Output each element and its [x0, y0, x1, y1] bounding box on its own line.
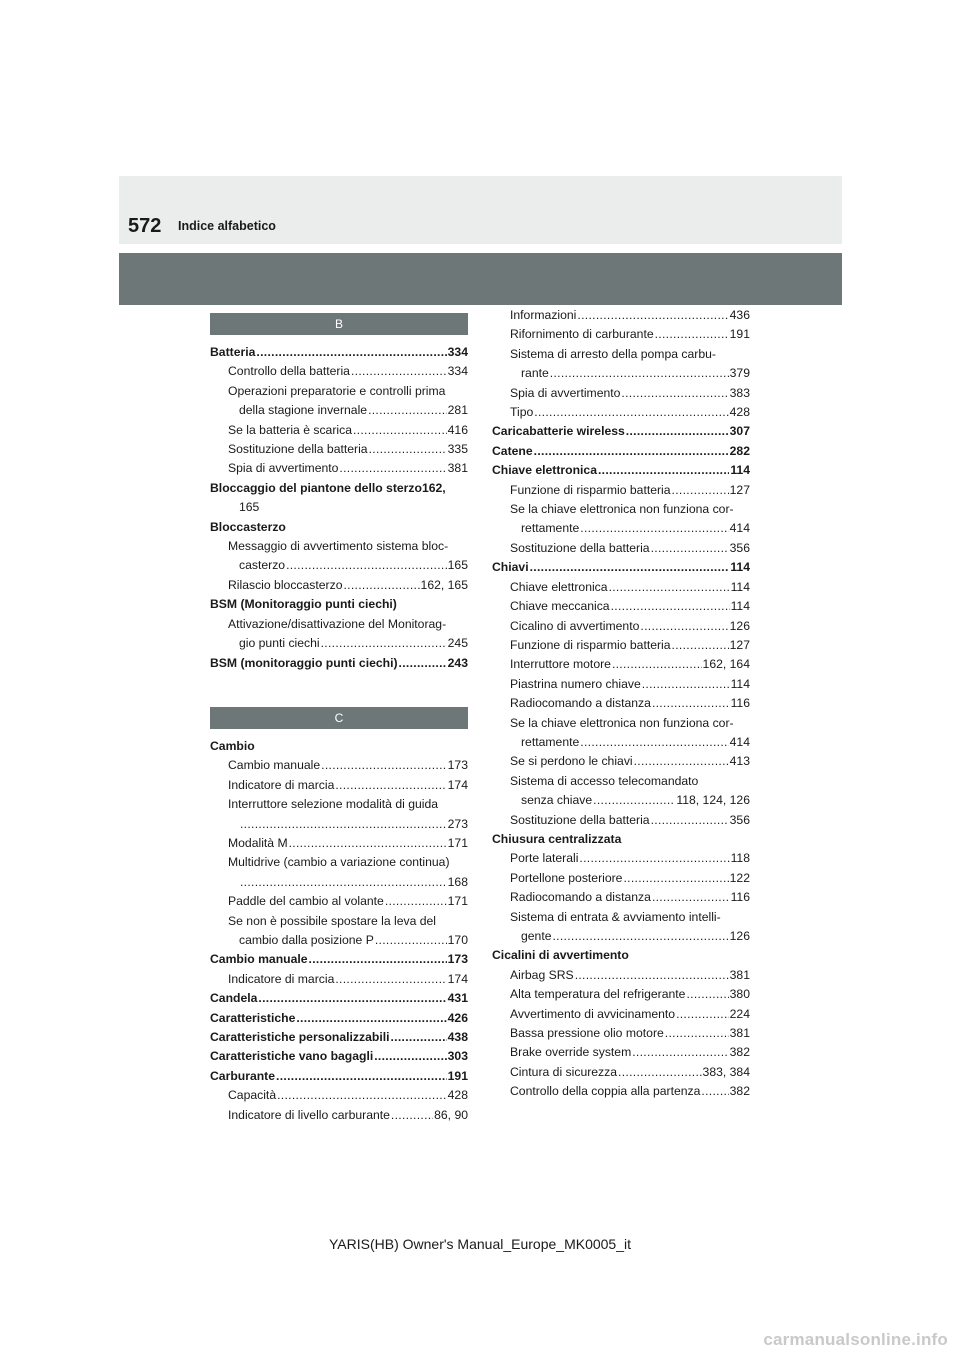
page-reference: 165: [447, 558, 468, 573]
index-subentry: [492, 811, 750, 830]
dot-leader: [651, 539, 729, 558]
index-subentry: [210, 537, 468, 556]
entry-label: Cicalino di avvertimento: [510, 618, 640, 633]
index-subentry: [492, 908, 750, 927]
entry-label: Bloccasterzo: [210, 519, 286, 534]
page-reference: 118, 124, 126: [676, 793, 750, 808]
entry-label: Sostituzione della batteria: [510, 540, 650, 555]
entry-label: Carburante: [210, 1068, 276, 1083]
entry-label: Radiocomando a distanza: [510, 696, 651, 711]
index-subentry: [210, 892, 468, 911]
page-reference: 127: [729, 637, 750, 652]
dot-leader: [652, 694, 730, 713]
index-subentry: [492, 1024, 750, 1043]
index-subentry: [210, 634, 468, 653]
dot-leader: [321, 756, 447, 775]
entry-label: Batteria: [210, 345, 256, 359]
page-reference: 356: [729, 540, 750, 555]
page-reference: 114: [730, 560, 750, 575]
dot-leader: [665, 1024, 729, 1043]
dot-leader: [642, 675, 730, 694]
index-subentry: [210, 756, 468, 775]
index-subentry: [210, 615, 468, 634]
entry-label: Porte laterali: [510, 851, 579, 866]
entry-label: Chiavi: [492, 560, 529, 575]
entry-label: Chiave meccanica: [510, 599, 610, 614]
entry-label: Portellone posteriore: [510, 870, 623, 885]
page-number: 572: [128, 215, 162, 237]
dot-leader: [686, 985, 728, 1004]
dot-leader: [258, 989, 446, 1008]
entry-label: Capacità: [228, 1088, 277, 1103]
entry-label: gente: [521, 929, 552, 943]
index-entry: [492, 946, 750, 965]
entry-label: Radiocomando a distanza: [510, 890, 651, 905]
page-reference: 224: [729, 1006, 750, 1021]
index-subentry: [492, 927, 750, 946]
entry-label: Interruttore selezione modalità di guida: [228, 797, 439, 812]
page-reference: 438: [447, 1030, 468, 1044]
dot-leader: [240, 815, 447, 834]
dot-leader: [321, 634, 447, 653]
page-reference: 436: [729, 308, 750, 322]
index-subentry: [210, 459, 468, 478]
index-subentry: [492, 694, 750, 713]
dot-leader: [399, 654, 447, 673]
page-reference: 245: [447, 636, 468, 651]
entry-label: Sistema di arresto della pompa carbu-: [510, 346, 716, 361]
dot-leader: [289, 834, 447, 853]
entry-label: Rifornimento di carburante: [510, 327, 654, 342]
index-entry: [210, 737, 468, 756]
index-subentry: [210, 556, 468, 575]
entry-label: BSM (monitoraggio punti ciechi): [210, 655, 398, 670]
entry-label: Alta temperatura del refrigerante: [510, 987, 686, 1002]
dot-leader: [612, 655, 702, 674]
page-reference: 379: [729, 366, 750, 381]
document-footer: YARIS(HB) Owner's Manual_Europe_MK0005_it: [329, 1236, 631, 1252]
entry-label: 165: [239, 500, 260, 515]
entry-label: rettamente: [521, 734, 580, 749]
dot-leader: [374, 1047, 446, 1066]
dot-leader: [286, 556, 447, 575]
index-subentry: [210, 970, 468, 989]
index-subentry: [492, 539, 750, 558]
page-reference: 382: [729, 1084, 750, 1099]
index-subentry: [492, 772, 750, 791]
entry-label: Sistema di entrata & avviamento intelli-: [510, 909, 721, 924]
page-reference: 174: [447, 971, 468, 986]
dot-leader: [676, 1005, 729, 1024]
entry-label: Funzione di risparmio batteria: [510, 482, 671, 497]
dot-leader: [580, 733, 728, 752]
entry-label: Bloccaggio del piantone dello sterzo162,: [210, 480, 446, 495]
entry-label: senza chiave: [521, 793, 593, 808]
entry-label: gio punti ciechi: [239, 636, 320, 651]
index-subentry: [492, 714, 750, 733]
section-title: Indice alfabetico: [178, 219, 276, 233]
dot-leader: [593, 791, 675, 810]
entry-label: Caratteristiche: [210, 1010, 296, 1025]
dot-leader: [277, 1086, 447, 1105]
entry-label: Cambio manuale: [228, 758, 321, 773]
page-reference: 173: [447, 952, 468, 967]
index-entry: [210, 950, 468, 969]
letter-heading: B: [210, 313, 468, 335]
entry-label: Se la batteria è scarica: [228, 422, 352, 437]
entry-label: cambio dalla posizione P: [239, 932, 374, 947]
entry-label: Brake override system: [510, 1045, 632, 1060]
header-divider-band: [119, 253, 842, 305]
index-subentry: [210, 873, 468, 892]
page-reference: 174: [447, 777, 468, 792]
index-subentry: [492, 1005, 750, 1024]
entry-label: Chiave elettronica: [510, 579, 608, 594]
index-entry: [210, 479, 468, 498]
dot-leader: [577, 306, 728, 325]
dot-leader: [672, 636, 729, 655]
page-reference: 171: [447, 894, 468, 909]
page-reference: 380: [729, 987, 750, 1002]
index-entry: [492, 442, 750, 461]
page-reference: 335: [447, 442, 468, 457]
page-reference: 382: [729, 1045, 750, 1060]
index-subentry: [492, 1063, 750, 1082]
dot-leader: [530, 558, 730, 577]
entry-label: Spia di avvertimento: [510, 385, 621, 400]
index-column-right: [492, 306, 750, 1102]
dot-leader: [701, 1082, 728, 1101]
entry-label: Se la chiave elettronica non funziona cor-: [510, 715, 734, 730]
index-entry: [210, 1067, 468, 1086]
index-entry: [492, 558, 750, 577]
index-subentry: [210, 1106, 468, 1125]
page-reference: 383, 384: [702, 1064, 750, 1079]
index-subentry: [492, 1043, 750, 1062]
dot-leader: [579, 849, 729, 868]
page-reference: 431: [447, 991, 468, 1006]
entry-label: Sostituzione della batteria: [510, 812, 650, 827]
page-reference: 273: [447, 816, 468, 831]
dot-leader: [353, 421, 447, 440]
index-subentry: [492, 849, 750, 868]
index-subentry: [210, 362, 468, 381]
index-entry: [492, 830, 750, 849]
entry-label: Bassa pressione olio motore: [510, 1026, 664, 1041]
index-subentry: [492, 325, 750, 344]
page-reference: 356: [729, 812, 750, 827]
dot-leader: [632, 1043, 728, 1062]
entry-label: Rilascio bloccasterzo: [228, 577, 343, 592]
page-reference: 173: [447, 758, 468, 773]
watermark-logo: carmanualsonline.info: [763, 1330, 948, 1349]
dot-leader: [369, 440, 447, 459]
index-entry: [492, 461, 750, 480]
page-reference: 191: [729, 327, 750, 342]
index-subentry: [492, 500, 750, 519]
index-subentry: [210, 853, 468, 872]
index-subentry: [210, 440, 468, 459]
index-subentry: [492, 519, 750, 538]
index-subentry: [492, 985, 750, 1004]
page-reference: 428: [729, 405, 750, 420]
entry-label: Spia di avvertimento: [228, 461, 339, 476]
entry-label: Caratteristiche vano bagagli: [210, 1049, 374, 1064]
dot-leader: [240, 873, 447, 892]
index-subentry: [492, 578, 750, 597]
index-subentry: [492, 888, 750, 907]
page-reference: 334: [447, 345, 468, 359]
page-reference: 86, 90: [434, 1107, 468, 1122]
index-subentry: [210, 401, 468, 420]
entry-label: Paddle del cambio al volante: [228, 894, 384, 909]
page-reference: 282: [729, 443, 750, 458]
dot-leader: [609, 578, 730, 597]
dot-leader: [618, 1063, 702, 1082]
index-subentry: [210, 1086, 468, 1105]
entry-label: Se la chiave elettronica non funziona cor-: [510, 502, 734, 517]
page-reference: 114: [730, 463, 750, 478]
page-reference: 281: [447, 403, 468, 418]
index-subentry: [492, 966, 750, 985]
dot-leader: [385, 892, 447, 911]
page-reference: 381: [729, 1026, 750, 1041]
dot-leader: [296, 1009, 446, 1028]
index-subentry: [492, 617, 750, 636]
index-subentry: [492, 345, 750, 364]
index-entry: [210, 1009, 468, 1028]
index-subentry: [210, 795, 468, 814]
dot-leader: [534, 442, 729, 461]
entry-label: Cambio manuale: [210, 952, 308, 967]
entry-label: Operazioni preparatorie e controlli prima: [228, 383, 446, 398]
dot-leader: [621, 384, 728, 403]
entry-label: Caratteristiche personalizzabili: [210, 1030, 390, 1044]
index-subentry: [210, 912, 468, 931]
entry-label: Messaggio di avvertimento sistema bloc-: [228, 539, 449, 554]
dot-leader: [550, 364, 729, 383]
page-reference: 381: [729, 967, 750, 982]
page-reference: 118: [730, 851, 750, 866]
entry-label: Catene: [492, 443, 533, 458]
entry-label: BSM (Monitoraggio punti ciechi): [210, 597, 397, 612]
entry-label: Interruttore motore: [510, 657, 611, 672]
dot-leader: [553, 927, 729, 946]
index-subentry: [492, 403, 750, 422]
index-entry: [492, 422, 750, 441]
index-subentry: [492, 1082, 750, 1101]
dot-leader: [343, 576, 419, 595]
page-reference: 126: [729, 618, 750, 633]
entry-label: Cicalini di avvertimento: [492, 948, 629, 963]
dot-leader: [256, 343, 446, 362]
entry-label: rante: [521, 366, 549, 381]
entry-label: Cambio: [210, 738, 255, 753]
entry-label: casterzo: [239, 558, 286, 573]
page-reference: 170: [447, 932, 468, 947]
dot-leader: [575, 966, 729, 985]
dot-leader: [391, 1106, 433, 1125]
index-subentry: [210, 834, 468, 853]
entry-label: rettamente: [521, 521, 580, 536]
page-reference: 168: [447, 874, 468, 889]
entry-label: Informazioni: [510, 308, 577, 322]
page-reference: 243: [447, 655, 468, 670]
page-reference: 416: [447, 422, 468, 437]
index-subentry: [210, 421, 468, 440]
page-reference: 126: [729, 929, 750, 943]
page-reference: 122: [729, 870, 750, 885]
entry-label: Avvertimento di avvicinamento: [510, 1006, 676, 1021]
index-subentry: [492, 675, 750, 694]
index-entry: [210, 518, 468, 537]
page-reference: 307: [729, 424, 750, 439]
page-reference: 162, 165: [420, 577, 468, 592]
entry-label: Modalità M: [228, 835, 288, 850]
page-reference: 426: [447, 1010, 468, 1025]
index-entry: [210, 654, 468, 673]
index-subentry: [492, 384, 750, 403]
page-reference: 116: [730, 890, 750, 905]
page-reference: 414: [729, 734, 750, 749]
index-subentry: [210, 498, 468, 517]
entry-label: Cintura di sicurezza: [510, 1064, 618, 1079]
index-subentry: [492, 636, 750, 655]
page-reference: 162, 164: [702, 657, 750, 672]
page-reference: 191: [447, 1068, 468, 1083]
entry-label: Sistema di accesso telecomandato: [510, 773, 699, 788]
index-subentry: [492, 364, 750, 383]
entry-label: Multidrive (cambio a variazione continua): [228, 855, 450, 870]
dot-leader: [640, 617, 728, 636]
entry-label: Se non è possibile spostare la leva del: [228, 913, 436, 928]
page-reference: 127: [729, 482, 750, 497]
index-subentry: [492, 752, 750, 771]
dot-leader: [672, 481, 729, 500]
page-reference: 171: [447, 835, 468, 850]
page-reference: 303: [447, 1049, 468, 1064]
page-reference: 334: [447, 364, 468, 379]
index-subentry: [210, 576, 468, 595]
dot-leader: [611, 597, 730, 616]
dot-leader: [351, 362, 447, 381]
entry-label: Sostituzione della batteria: [228, 442, 368, 457]
index-subentry: [210, 776, 468, 795]
entry-label: Controllo della batteria: [228, 364, 350, 379]
index-subentry: [492, 869, 750, 888]
page-header-band: [119, 176, 842, 244]
index-subentry: [492, 597, 750, 616]
index-entry: [210, 1047, 468, 1066]
dot-leader: [339, 459, 446, 478]
index-subentry: [492, 655, 750, 674]
letter-heading: C: [210, 707, 468, 729]
entry-label: Indicatore di marcia: [228, 971, 335, 986]
index-subentry: [492, 306, 750, 325]
dot-leader: [651, 811, 729, 830]
entry-label: Candela: [210, 991, 258, 1006]
entry-label: Caricabatterie wireless: [492, 424, 625, 439]
page-reference: 114: [730, 579, 750, 594]
index-column-left: [210, 313, 468, 1125]
dot-leader: [626, 422, 729, 441]
dot-leader: [623, 869, 728, 888]
page-reference: 413: [729, 754, 750, 769]
page-reference: 114: [730, 676, 750, 691]
dot-leader: [598, 461, 729, 480]
entry-label: Tipo: [510, 405, 534, 420]
dot-leader: [276, 1067, 447, 1086]
entry-label: Se si perdono le chiavi: [510, 754, 633, 769]
dot-leader: [655, 325, 729, 344]
index-entry: [210, 989, 468, 1008]
entry-label: Funzione di risparmio batteria: [510, 637, 671, 652]
entry-label: Chiusura centralizzata: [492, 831, 622, 846]
page-reference: 114: [730, 599, 750, 614]
entry-label: della stagione invernale: [239, 403, 368, 418]
dot-leader: [652, 888, 730, 907]
dot-leader: [634, 752, 729, 771]
page-reference: 383: [729, 385, 750, 400]
page-reference: 414: [729, 521, 750, 536]
index-subentry: [492, 481, 750, 500]
index-subentry: [492, 791, 750, 810]
dot-leader: [391, 1028, 447, 1047]
dot-leader: [368, 401, 447, 420]
dot-leader: [534, 403, 728, 422]
entry-label: Piastrina numero chiave: [510, 676, 641, 691]
index-entry: [210, 595, 468, 614]
dot-leader: [375, 931, 447, 950]
entry-label: Indicatore di livello carburante: [228, 1107, 390, 1122]
index-entry: [210, 1028, 468, 1047]
index-subentry: [210, 931, 468, 950]
entry-label: Controllo della coppia alla partenza: [510, 1084, 701, 1099]
entry-label: Chiave elettronica: [492, 463, 597, 478]
dot-leader: [335, 970, 446, 989]
dot-leader: [309, 950, 447, 969]
page-reference: 116: [730, 696, 750, 711]
page-reference: 428: [447, 1088, 468, 1103]
index-subentry: [492, 733, 750, 752]
index-subentry: [210, 815, 468, 834]
entry-label: Attivazione/disattivazione del Monitorag-: [228, 616, 447, 631]
index-subentry: [210, 382, 468, 401]
entry-label: Airbag SRS: [510, 967, 574, 982]
page-reference: 381: [447, 461, 468, 476]
dot-leader: [580, 519, 728, 538]
entry-label: Indicatore di marcia: [228, 777, 335, 792]
index-entry: [210, 343, 468, 362]
dot-leader: [335, 776, 446, 795]
